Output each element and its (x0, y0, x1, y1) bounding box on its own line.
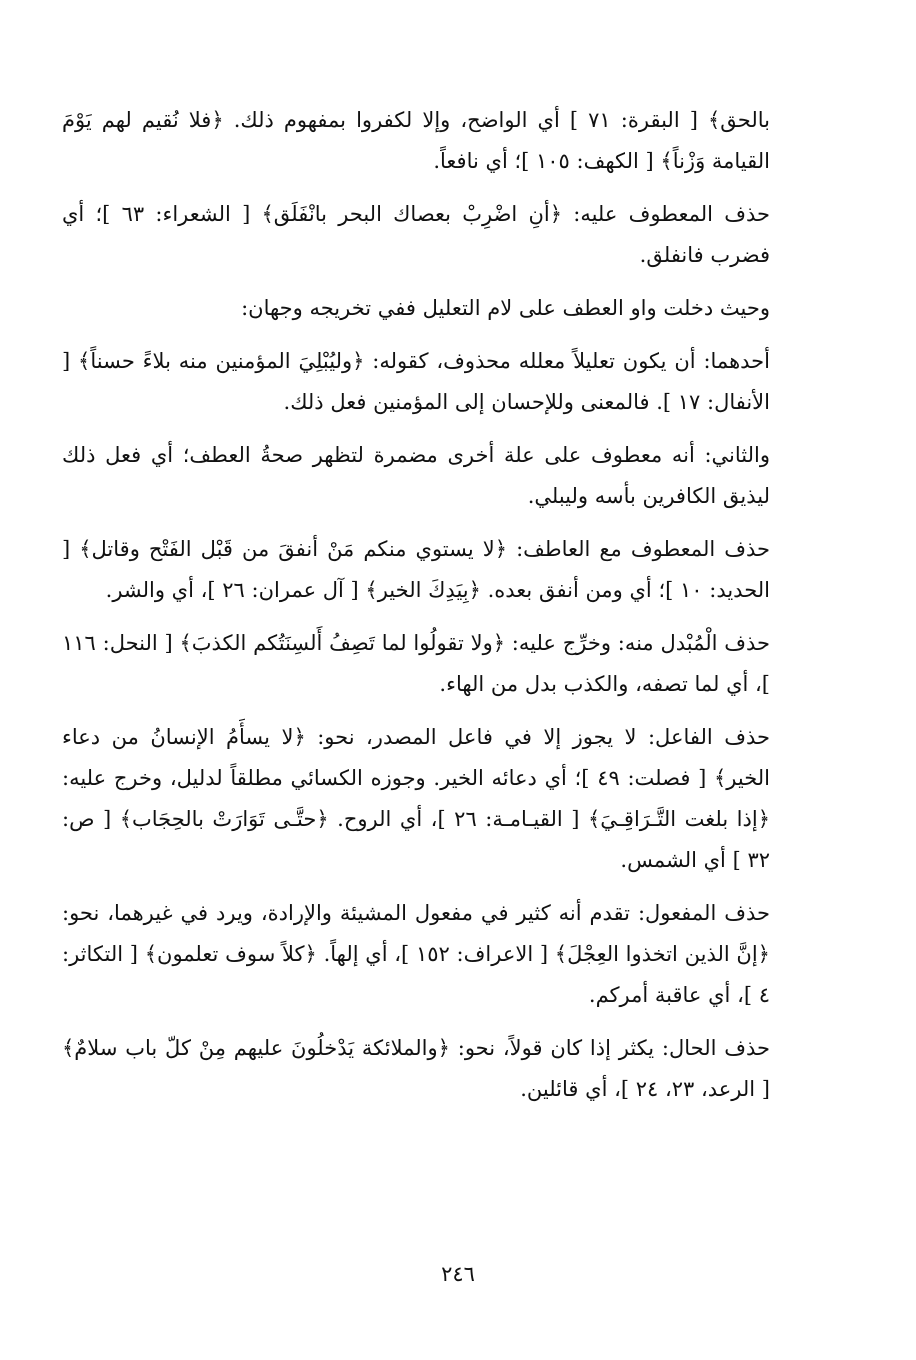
paragraph-deleted-object (62, 893, 770, 1016)
paragraph-deleted-subject (62, 717, 770, 881)
paragraph-deleted-conjunct-target (62, 194, 770, 276)
paragraph-text: حذف الْمُبْدل منه: وخرِّج عليه: ﴿ولا تقولُوا لما تَصِفُ أَلسِنَتُكم الكذبَ﴾ [ النحل: ١١٦ ]، أي لما تصفه، والكذب بدل من الهاء. (62, 631, 770, 696)
paragraph-waw-before-lam (62, 288, 770, 329)
paragraph-deleted-substituted (62, 623, 770, 705)
page-number: ٢٤٦ (441, 1262, 475, 1286)
paragraph-text: حذف المعطوف عليه: ﴿أنِ اضْرِبْ بعصاك البحر بانْفَلَق﴾ [ الشعراء: ٦٣ ]؛ أي فضرب فانفلق. (62, 202, 770, 267)
paragraph-deleted-circumstantial (62, 1028, 770, 1110)
paragraph-second-view (62, 435, 770, 517)
paragraph-text: حذف المعطوف مع العاطف: ﴿لا يستوي منكم مَنْ أنفقَ من قَبْل الفَتْح وقاتل﴾ [ الحديد: ١٠ ]؛ أي ومن أنفق بعده. ﴿بِيَدِكَ الخير﴾ [ آل عمران: ٢٦ ]، أي والشر. (62, 537, 770, 602)
paragraph-continuation-baqara (62, 100, 770, 182)
paragraph-text: والثاني: أنه معطوف على علة أخرى مضمرة لتظهر صحةُ العطف؛ أي فعل ذلك ليذيق الكافرين بأسه وليبلي. (62, 443, 770, 508)
paragraph-first-view (62, 341, 770, 423)
paragraph-text: وحيث دخلت واو العطف على لام التعليل ففي تخريجه وجهان: (241, 296, 770, 320)
paragraph-text: أحدهما: أن يكون تعليلاً معلله محذوف، كقوله: ﴿وليُبْلِيَ المؤمنين منه بلاءً حسناً﴾ [ الأنفال: ١٧ ]. فالمعنى وللإحسان إلى المؤمنين فعل ذلك. (62, 349, 770, 414)
page-body (62, 100, 770, 1122)
paragraph-text: بالحق﴾ [ البقرة: ٧١ ] أي الواضح، وإلا لكفروا بمفهوم ذلك. ﴿فلا نُقيم لهم يَوْمَ القيامة وَزْناً﴾ [ الكهف: ١٠٥ ]؛ أي نافعاً. (62, 108, 771, 173)
paragraph-deleted-conjunct-with-conjunction (62, 529, 770, 611)
paragraph-text: حذف الحال: يكثر إذا كان قولاً، نحو: ﴿والملائكة يَدْخلُونَ عليهم مِنْ كلّ باب سلامٌ﴾ [ الرعد، ٢٣، ٢٤ ]، أي قائلين. (62, 1036, 770, 1101)
paragraph-text: حذف الفاعل: لا يجوز إلا في فاعل المصدر، نحو: ﴿لا يسأَمُ الإنسانُ من دعاء الخير﴾ [ فصلت: ٤٩ ]؛ أي دعائه الخير. وجوزه الكسائي مطلقاً لدليل، وخرج عليه: ﴿إذا بلغت التَّـرَاقِـيَ﴾ [ القيـامـة: ٢٦ ]، أي الروح. ﴿حتَّـى تَوَارَتْ بالحِجَاب﴾ [ ص: ٣٢ ] أي الشمس. (62, 725, 770, 872)
paragraph-text: حذف المفعول: تقدم أنه كثير في مفعول المشيئة والإرادة، ويرد في غيرهما، نحو: ﴿إنَّ الذين اتخذوا العِجْلَ﴾ [ الاعراف: ١٥٢ ]، أي إلهاً. ﴿كلاً سوف تعلمون﴾ [ التكاثر: ٤ ]، أي عاقبة أمركم. (62, 901, 770, 1007)
